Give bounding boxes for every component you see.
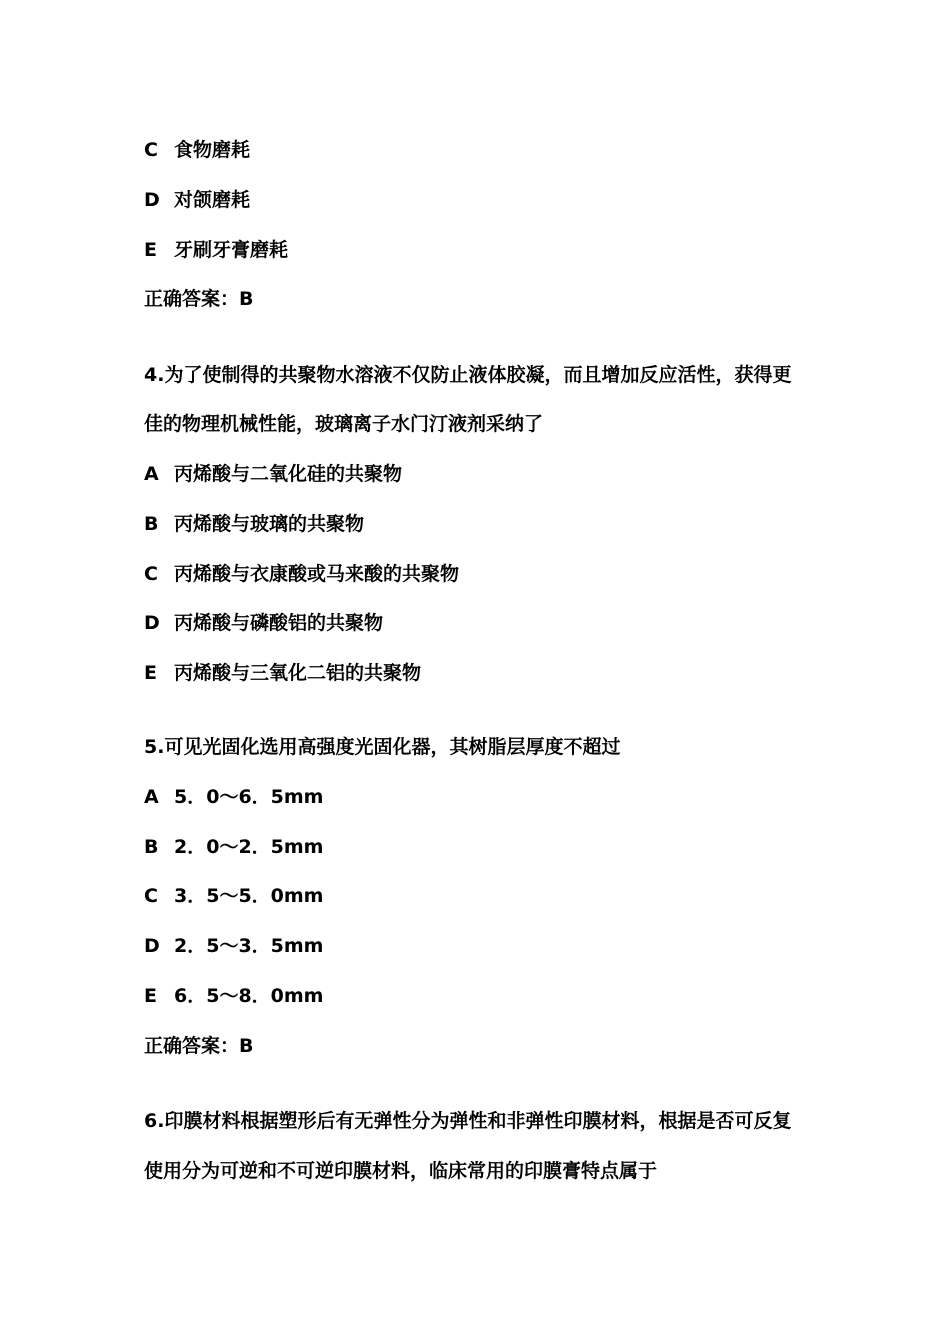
question-5-option-e <box>144 982 323 1010</box>
option-letter: B <box>144 513 159 535</box>
option-letter: D <box>144 935 160 957</box>
option-letter: A <box>144 463 159 485</box>
option-text: 6．5～8．0mm <box>174 985 324 1007</box>
option-text: 2．5～3．5mm <box>174 935 324 957</box>
option-text: 丙烯酸与衣康酸或马来酸的共聚物 <box>174 563 460 585</box>
option-letter: B <box>144 836 159 858</box>
question-4-stem-line2: 佳的物理机械性能，玻璃离子水门汀液剂采纳了 <box>144 413 544 435</box>
option-text: 丙烯酸与三氧化二铝的共聚物 <box>174 662 422 684</box>
option-text: 5．0～6．5mm <box>174 786 324 808</box>
question-4-option-d <box>144 609 383 637</box>
option-letter: E <box>144 985 157 1007</box>
option-letter: C <box>144 885 158 907</box>
option-text: 牙刷牙膏磨耗 <box>174 239 289 261</box>
option-c <box>144 136 250 164</box>
option-letter: E <box>144 239 157 261</box>
option-text: 食物磨耗 <box>174 139 251 161</box>
option-text: 对颌磨耗 <box>174 189 251 211</box>
option-text: 丙烯酸与磷酸铝的共聚物 <box>174 612 384 634</box>
question-4-stem-line1: 4.为了使制得的共聚物水溶液不仅防止液体胶凝，而且增加反应活性，获得更 <box>144 364 792 386</box>
question-5-option-b <box>144 833 323 861</box>
option-letter: C <box>144 563 158 585</box>
question-4-option-e <box>144 659 421 687</box>
question-6-stem-line2: 使用分为可逆和不可逆印膜材料，临床常用的印膜膏特点属于 <box>144 1160 658 1182</box>
option-letter: D <box>144 189 160 211</box>
option-letter: A <box>144 786 159 808</box>
option-text: 3．5～5．0mm <box>174 885 324 907</box>
answer-line: 正确答案：B <box>144 288 254 310</box>
option-text: 丙烯酸与玻璃的共聚物 <box>174 513 365 535</box>
option-letter: E <box>144 662 157 684</box>
question-5-option-d <box>144 932 323 960</box>
question-5-option-a <box>144 783 323 811</box>
question-4-option-b <box>144 510 364 538</box>
option-e <box>144 236 288 264</box>
option-letter: C <box>144 139 158 161</box>
question-4-option-a <box>144 460 402 488</box>
question-6-stem-line1: 6.印膜材料根据塑形后有无弹性分为弹性和非弹性印膜材料，根据是否可反复 <box>144 1110 792 1132</box>
option-text: 2．0～2．5mm <box>174 836 324 858</box>
question-5-option-c <box>144 882 323 910</box>
question-4-option-c <box>144 560 459 588</box>
option-letter: D <box>144 612 160 634</box>
answer-line: 正确答案：B <box>144 1035 254 1057</box>
option-text: 丙烯酸与二氧化硅的共聚物 <box>174 463 403 485</box>
option-d <box>144 186 250 214</box>
question-5-stem: 5.可见光固化选用高强度光固化器，其树脂层厚度不超过 <box>144 736 621 758</box>
